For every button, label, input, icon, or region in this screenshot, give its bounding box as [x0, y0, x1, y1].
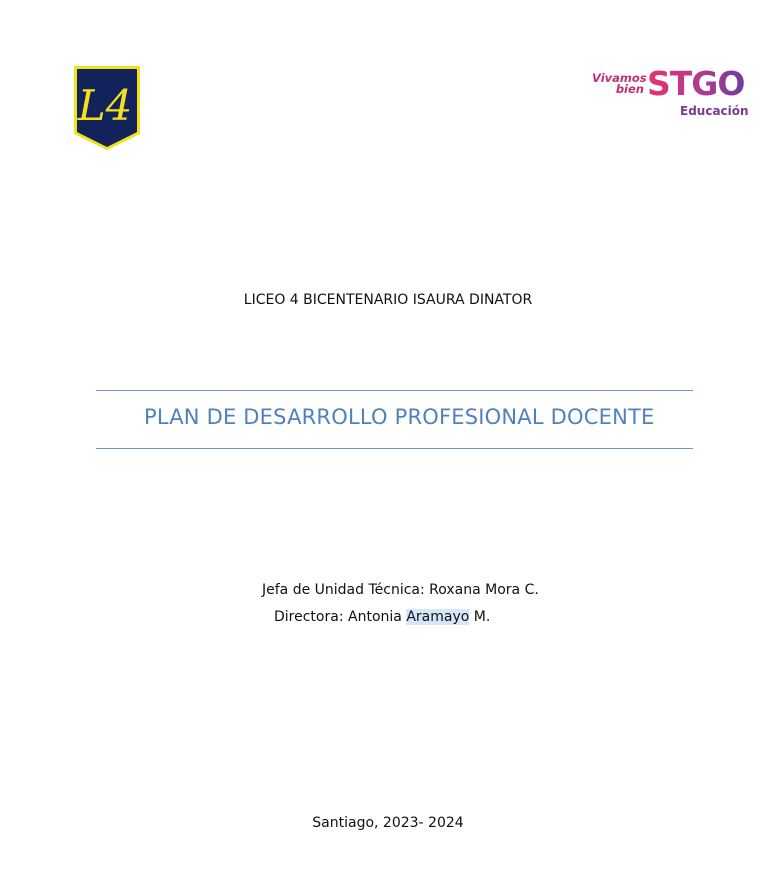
director-first-name: Antonia: [348, 609, 402, 625]
director-label: Directora:: [274, 609, 344, 625]
crest-lettering: L4: [77, 81, 133, 130]
utp-label: Jefa de Unidad Técnica:: [262, 582, 425, 598]
logo-wordmark: STGO: [647, 64, 745, 103]
logo-tagline-line2: bien: [615, 82, 644, 96]
logo-subtitle: Educación: [680, 104, 749, 118]
title-rule-top: [96, 390, 693, 391]
place-and-date: Santiago, 2023- 2024: [312, 815, 464, 831]
vivamos-bien-stgo-logo: [592, 64, 750, 122]
director-initial: M.: [473, 609, 491, 625]
logo-tagline-line1: Vivamos: [592, 71, 647, 85]
director-surname-highlight[interactable]: Aramayo: [406, 609, 470, 625]
document-title: PLAN DE DESARROLLO PROFESIONAL DOCENTE: [144, 405, 655, 429]
utp-name: Roxana Mora C.: [429, 582, 539, 598]
school-crest-logo: [72, 64, 142, 152]
utp-head-line: [262, 582, 539, 598]
crest-shield-icon: [72, 64, 142, 152]
director-line: [274, 609, 490, 625]
logo-tagline: [592, 71, 647, 96]
school-name: LICEO 4 BICENTENARIO ISAURA DINATOR: [243, 292, 533, 308]
title-rule-bottom: [96, 448, 693, 449]
